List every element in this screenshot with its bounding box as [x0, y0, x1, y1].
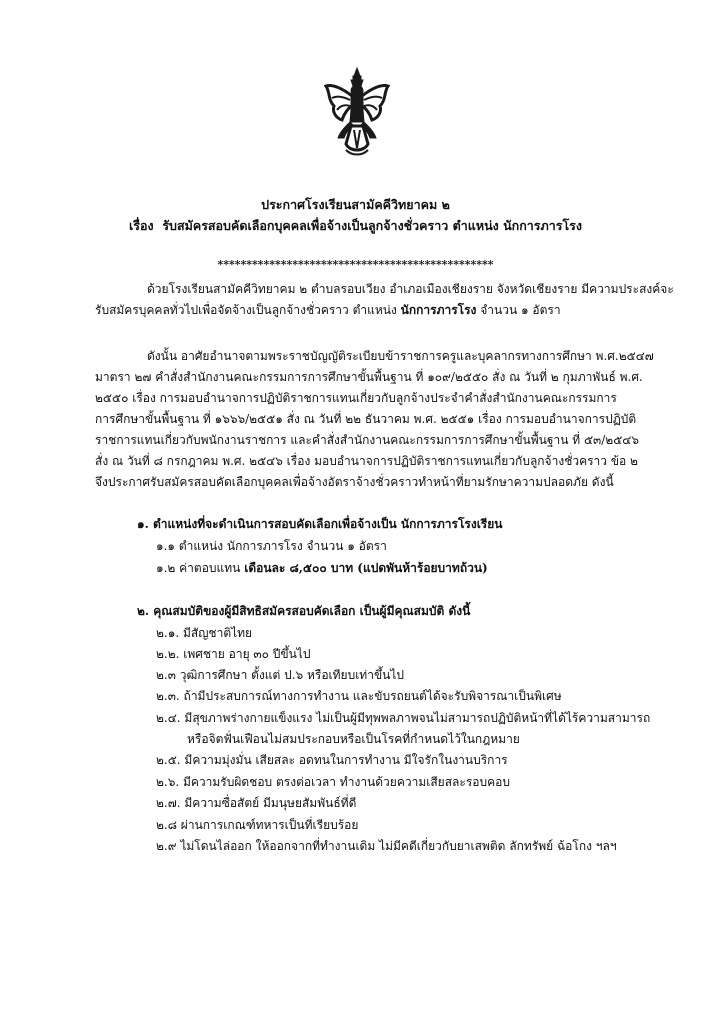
- garuda-emblem: [324, 66, 390, 158]
- salary-label: ๑.๒ ค่าตอบแทน: [156, 561, 241, 575]
- announcement-subject: [0, 216, 711, 236]
- qualification-item: ๒.๔. มีสุขภาพร่างกายแข็งแรง ไม่เป็นผู้มีทุพพลภาพจนไม่สามารถปฏิบัติหน้าที่ได้ไร้ความสามารถ: [156, 711, 651, 725]
- separator-stars: ************************************************: [217, 258, 494, 271]
- para-line-3: ๒๕๕๐ เรื่อง การมอบอำนาจการปฏิบัติราชการแทนเกี่ยวกับลูกจ้างประจำคำสั่งสำนักงานคณะกรรมการ: [95, 391, 617, 405]
- announcement-title: ประกาศโรงเรียนสามัคคีวิทยาคม ๒: [261, 197, 450, 212]
- salary-value: เดือนละ ๘,๕๐๐ บาท (แปดพันห้าร้อยบาทถ้วน): [244, 561, 488, 575]
- para-line-5: ราชการแทนเกี่ยวกับพนักงานราชการ และคำสั่งสำนักงานคณะกรรมการการศึกษาขั้นพื้นฐาน ที่ ๕๓/๒๕๔๖: [95, 433, 639, 447]
- intro-position: นักการภารโรง: [400, 303, 477, 317]
- subject-text: รับสมัครสอบคัดเลือกบุคคลเพื่อจ้างเป็นลูกจ้างชั่วคราว ตำแหน่ง นักการภารโรง: [162, 218, 582, 233]
- section-1-item-2: [156, 561, 488, 576]
- qualification-item: ๒.๙ ไม่โดนไล่ออก ให้ออกจากที่ทำงานเดิม ไม่มีคดีเกี่ยวกับยาเสพติด ลักทรัพย์ ฉ้อโกง ฯลฯ: [156, 839, 617, 853]
- qualification-item: ๒.๑. มีสัญชาติไทย: [156, 626, 253, 640]
- qualification-item: ๒.๕. มีความมุ่งมั่น เสียสละ อดทนในการทำงาน มีใจรักในงานบริการ: [156, 753, 508, 767]
- intro-line-2-c: จำนวน ๑ อัตรา: [480, 303, 561, 317]
- section-1-heading: ๑. ตำแหน่งที่จะดำเนินการสอบคัดเลือกเพื่อจ้างเป็น นักการภารโรงเรียน: [137, 517, 503, 531]
- qualification-item: ๒.๘ ผ่านการเกณฑ์ทหารเป็นที่เรียบร้อย: [156, 818, 359, 832]
- section-2-heading: ๒. คุณสมบัติของผู้มีสิทธิสมัครสอบคัดเลือก เป็นผู้มีคุณสมบัติ ดังนี้: [137, 604, 471, 618]
- qualification-item: ๒.๒. เพศชาย อายุ ๓๐ ปีขึ้นไป: [156, 647, 311, 661]
- subject-prefix: เรื่อง: [128, 218, 154, 233]
- intro-line-2: [95, 303, 561, 318]
- para-line-1: ดังนั้น อาศัยอำนาจตามพระราชบัญญัติระเบียบข้าราชการครูและบุคลากรทางการศึกษา พ.ศ.๒๕๔๗: [147, 349, 654, 363]
- qualification-item: ๒.๖. มีความรับผิดชอบ ตรงต่อเวลา ทำงานด้วยความเสียสละรอบคอบ: [156, 775, 510, 789]
- qualification-item: ๒.๓. ถ้ามีประสบการณ์ทางการทำงาน และขับรถยนต์ได้จะรับพิจารณาเป็นพิเศษ: [156, 689, 562, 703]
- intro-line-2-a: รับสมัครบุคคลทั่วไปเพื่อจัดจ้างเป็นลูกจ้างชั่วคราว ตำแหน่ง: [95, 303, 397, 317]
- para-line-2: มาตรา ๒๗ คำสั่งสำนักงานคณะกรรมการการศึกษาขั้นพื้นฐาน ที่ ๑๐๙/๒๕๕๐ สั่ง ณ วันที่ ๒ กุมภาพันธ์ พ.ศ.: [95, 370, 643, 384]
- qualification-item: ๒.๓ วุฒิการศึกษา ตั้งแต่ ป.๖ หรือเทียบเท่าขึ้นไป: [156, 668, 405, 682]
- qualification-item-continued: หรือจิตฟั่นเฟือนไม่สมประกอบหรือเป็นโรคที่กำหนดไว้ในกฎหมาย: [187, 732, 520, 746]
- para-line-4: การศึกษาขั้นพื้นฐาน ที่ ๑๖๖๖/๒๕๕๑ สั่ง ณ วันที่ ๒๒ ธันวาคม พ.ศ. ๒๕๕๑ เรื่อง การมอบอำนาจการปฏิบัติ: [95, 412, 637, 426]
- section-1-item-1: ๑.๑ ตำแหน่ง นักการภารโรง จำนวน ๑ อัตรา: [156, 539, 387, 553]
- intro-line-1: ด้วยโรงเรียนสามัคคีวิทยาคม ๒ ตำบลรอบเวียง อำเภอเมืองเชียงราย จังหวัดเชียงราย มีความประสงค์จะ: [147, 282, 674, 296]
- qualification-item: ๒.๗. มีความซื่อสัตย์ มีมนุษยสัมพันธ์ที่ดี: [156, 796, 357, 810]
- para-line-7: จึงประกาศรับสมัครสอบคัดเลือกบุคคลเพื่อจ้างอัตราจ้างชั่วคราวทำหน้าที่ยามรักษาความปลอดภัย ดังนี้: [95, 475, 614, 489]
- para-line-6: สั่ง ณ วันที่ ๘ กรกฎาคม พ.ศ. ๒๕๔๖ เรื่อง มอบอำนาจการปฏิบัติราชการแทนเกี่ยวกับลูกจ้างชั่วคราว ข้อ ๒: [95, 454, 638, 468]
